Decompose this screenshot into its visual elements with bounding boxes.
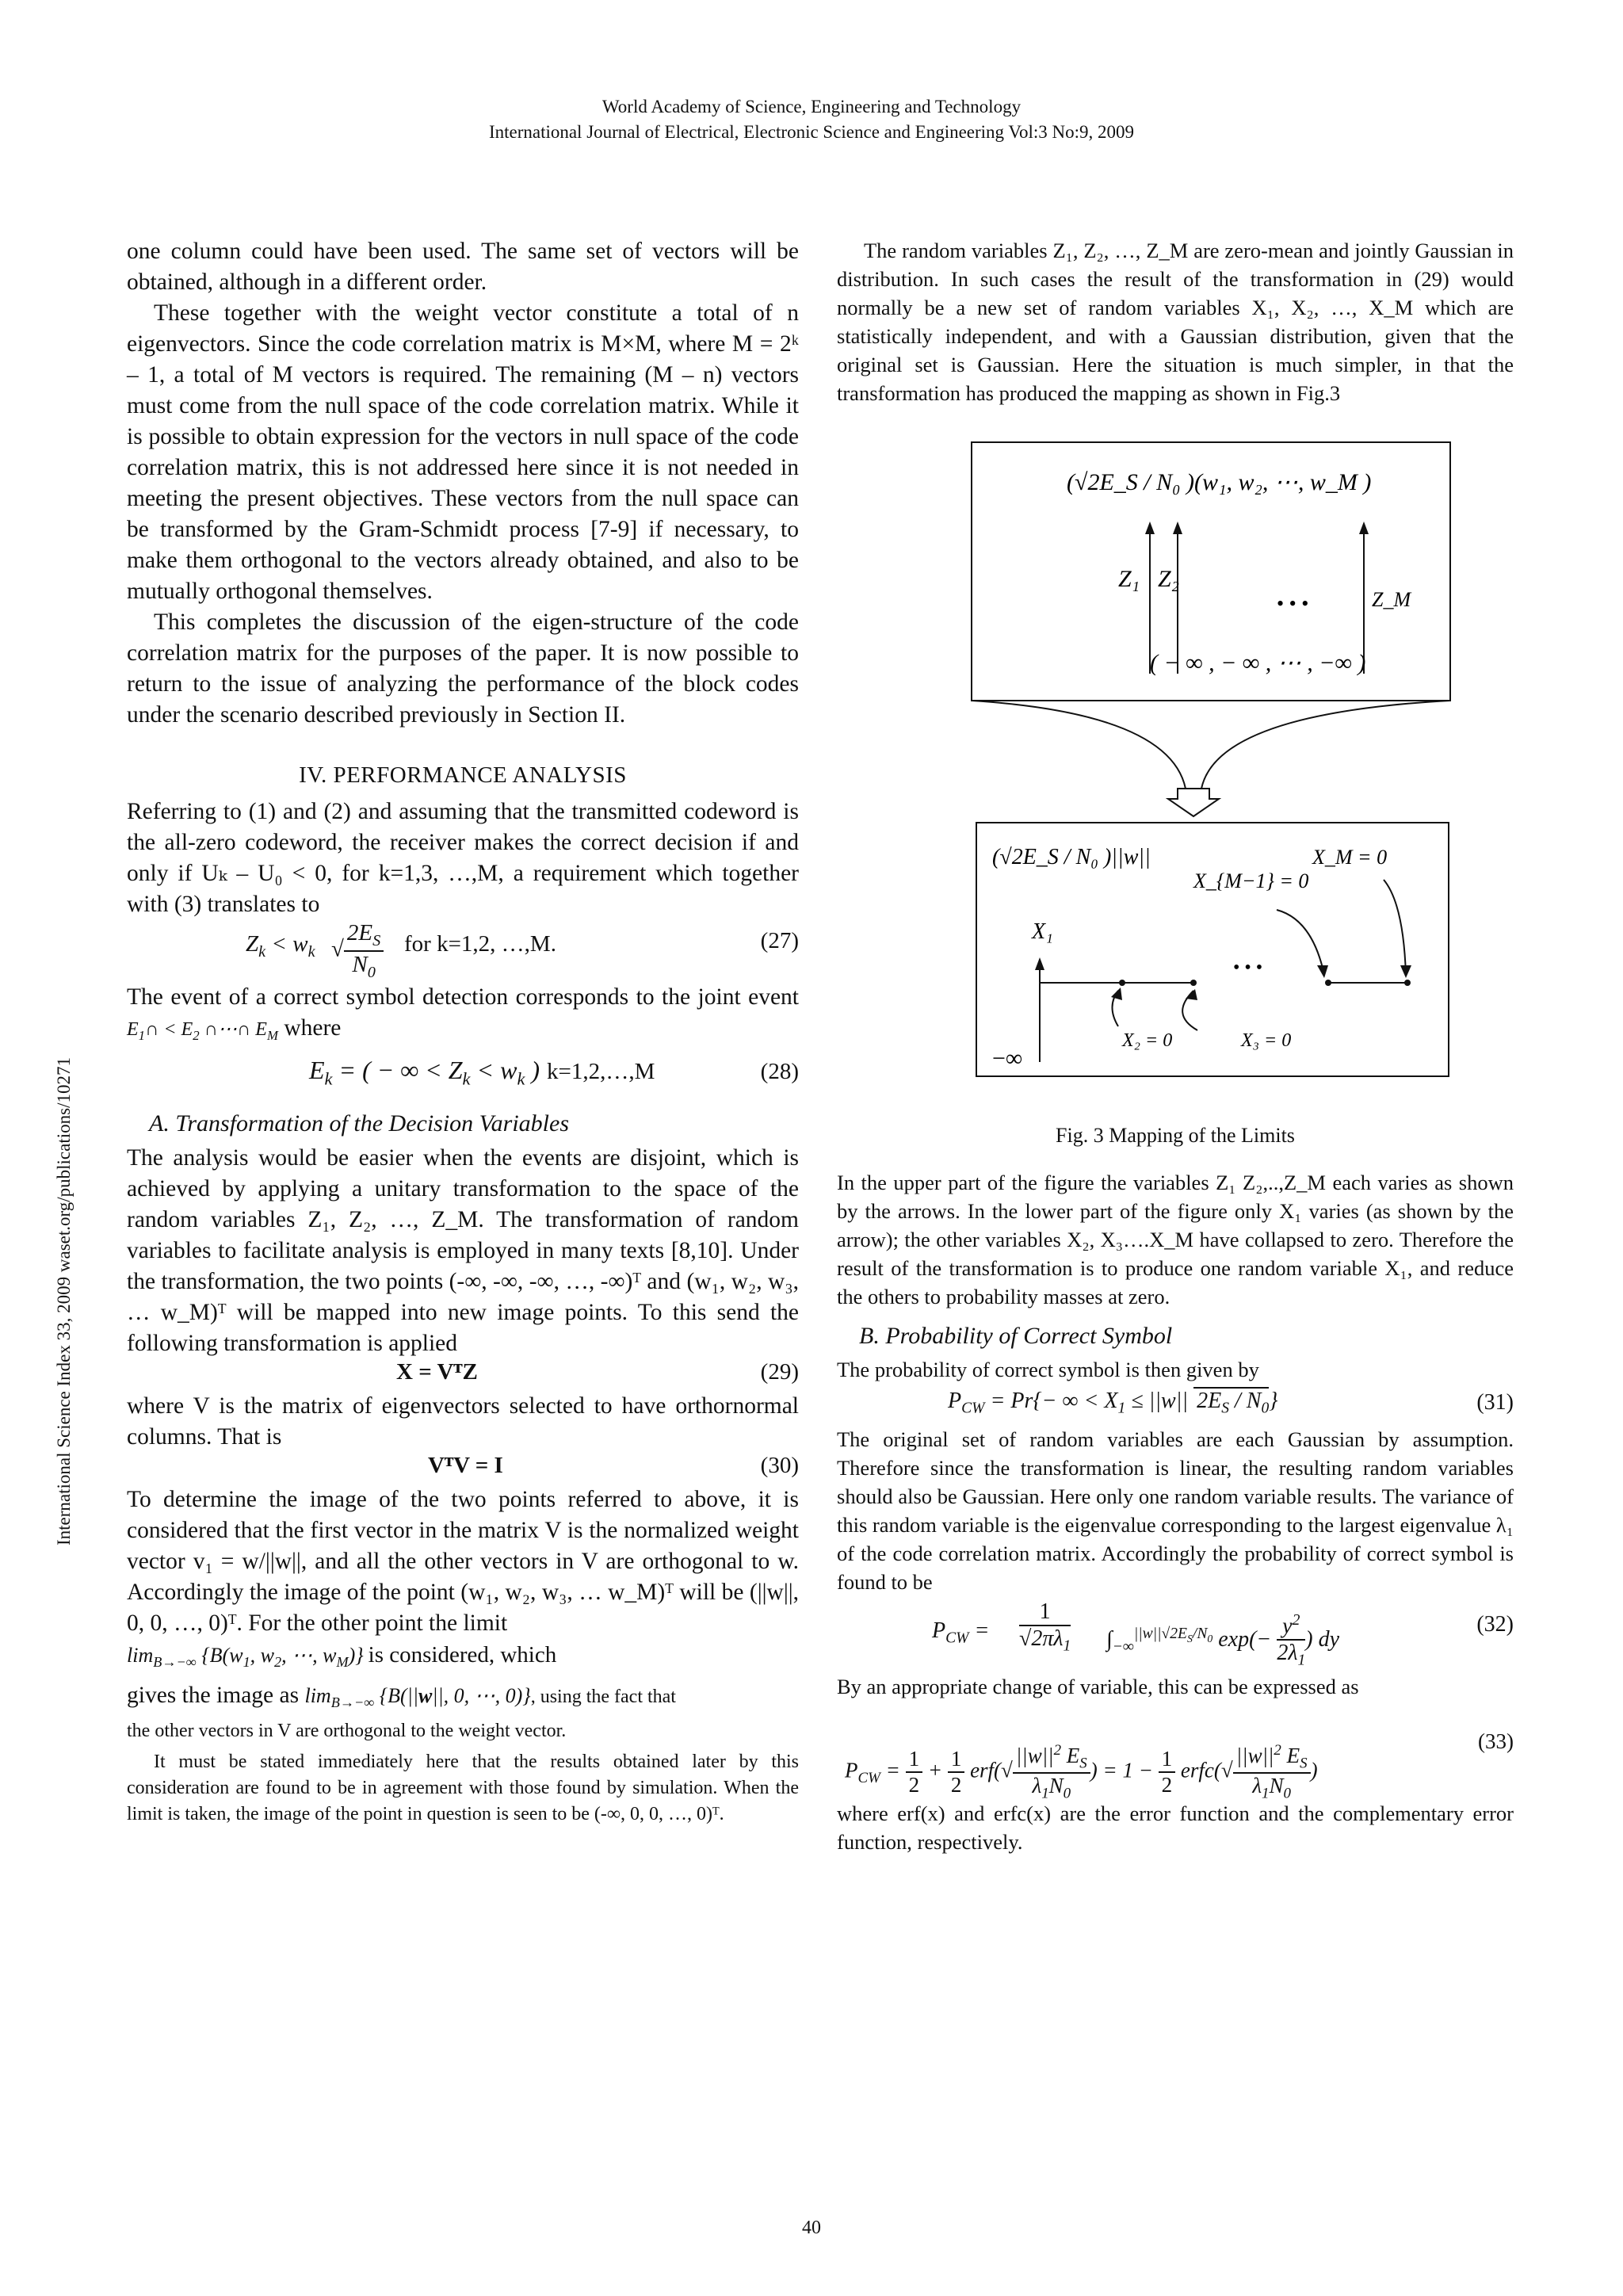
figure-caption: Fig. 3 Mapping of the Limits (1056, 1124, 1295, 1147)
fig-x2: X₂ = 0 (1122, 1030, 1173, 1051)
paragraph: The analysis would be easier when the events are disjoint, which is achieved by applying a unitary transformation to the space of the random variables Z₁, Z₂, …, Z_M. The transformation of random variables to facilitate analysis is employed in many texts [8,10]. Under the transformation, the two points (-∞, -∞, -∞, …, -∞)ᵀ and (w₁, w₂, w₃, … w_M)ᵀ will be mapped into new image points. To this send the following transformation is applied (127, 1144, 799, 1356)
paragraph: one column could have been used. The same set of vectors will be obtained, although in a different order. (127, 239, 799, 295)
paragraph: In the upper part of the figure the variables Z₁ Z₂,..,Z_M each varies as shown by the arrows. In the lower part of the figure only X₁ varies (as shown by the arrow); the other variables X₂, X₃….X_M have collapsed to zero. Therefore the result of the transformation is to produce one random variable X₁, and reduce the others to probability masses at zero. (837, 1171, 1514, 1308)
equation-33: $P_{CW}$ = $\frac{1}{2}$ + $\frac{1}{2}$ erf(√ $\frac{||w||^2 E_S}{\lambda_1N_0}$ ) = 1 − $\frac{1}{2}$ erfc(√ $\frac{||w||^2 E_S}{\lambda_1N_0}$ ) (33) (845, 1729, 1514, 1802)
fig-z2: Z₂ (1158, 566, 1180, 592)
fig-dots: • • • (1277, 592, 1309, 615)
equation-29: X = VᵀZ (29) (396, 1358, 799, 1385)
fig-z1: Z₁ (1118, 566, 1140, 592)
fig-dots-low: • • • (1233, 957, 1263, 978)
figure-mapping (837, 436, 1514, 1117)
paragraph: The original set of random variables are each Gaussian by assumption. Therefore since the transformation is linear, the resulting random variables should also be Gaussian. Here only one random variable results. The variance of this random variable is the eigenvalue corresponding to the largest eigenvalue λ₁ of the code correlation matrix. Accordingly the probability of correct symbol is found to be (837, 1427, 1514, 1594)
equation-27: $Z_k < w_k$ √ $\frac{2E_S}{N_0}$ for k=1,2, …,M. (27) (246, 920, 799, 981)
paragraph: where V is the matrix of eigenvectors selected to have orthornormal columns. That is (127, 1392, 799, 1450)
equation-31: $P_{CW} = Pr\{-$ ∞ < $X_1 \le ||w||$ $2E_S / N_0$} (31) (948, 1389, 1514, 1417)
right-column (837, 236, 1514, 1856)
subsection-title: B. Probability of Correct Symbol (859, 1323, 1173, 1349)
paragraph: The random variables Z₁, Z₂, …, Z_M are zero-mean and jointly Gaussian in distribution. In such cases the result of the transformation in (29) would normally be a new set of random variables X₁, X₂, …, X_M which are statistically independent, and with a Gaussian distribution, given that the original set is Gaussian. Here the situation is much simpler, in that the transformation has produced the mapping as shown in Fig.3 (837, 239, 1514, 405)
paragraph: By an appropriate change of variable, this can be expressed as (837, 1675, 1359, 1698)
equation-30: VᵀV = I (30) (428, 1452, 799, 1478)
paragraph: The probability of correct symbol is then given by (837, 1358, 1259, 1381)
left-column (127, 236, 799, 1828)
paragraph: To determine the image of the two points referred to above, it is considered that the first vector in the matrix V is the normalized weight vector v₁ = w/||w||, and all the other vectors in V are orthogonal to w. Accordingly the image of the point (w₁, w₂, w₃, … w_M)ᵀ will be (||w||, 0, 0, …, 0)ᵀ. For the other point the limit (127, 1486, 799, 1636)
paragraph: These together with the weight vector constitute a total of n eigenvectors. Since the code correlation matrix is M×M, where M = 2ᵏ – 1, a total of M vectors is required. The remaining (M – n) vectors must come from the null space of the code correlation matrix. While it is possible to obtain expression for the vectors in null space of the code correlation matrix, this is not addressed here since it is not needed in meeting the present objectives. These vectors from the null space can be transformed by the Gram-Schmidt process [7-9] if necessary, to make them orthogonal to the vectors already obtained, and also to be mutually orthogonal themselves. (127, 300, 799, 604)
fig-minus-infinity: −∞ (992, 1045, 1023, 1072)
fig-low-expression: (√2E_S / N₀ )||w|| (992, 845, 1151, 869)
paragraph: The event of a correct symbol detection corresponds to the joint event $E_1\cap < E_2$ ∩⋯∩ $E_M$ where (127, 984, 799, 1043)
equation-32: $P_{CW}$ = $\frac{1}{√2\pi\lambda_1}$ $\int_{-\infty}^{||w||√2E_S/N_0}$ exp(− $\frac{y^2}{2\lambda_1}$ ) dy (32) (932, 1599, 1514, 1669)
paragraph: This completes the discussion of the eigen-structure of the code correlation matrix for the purposes of the paper. It is now possible to return to the issue of analyzing the performance of the block codes under the scenario described previously in Section II. (127, 609, 799, 728)
section-title: IV. PERFORMANCE ANALYSIS (299, 762, 627, 788)
fig-x3: X₃ = 0 (1241, 1030, 1292, 1051)
fig-zm: Z_M (1372, 588, 1411, 611)
paragraph: gives the image as $\lim_{B\to-\infty} \{B(||w||$, 0, ⋯, 0)}, using the fact that (127, 1682, 676, 1711)
sidebar-index: International Science Index 33, 2009 waset.org/publications/10271 (54, 1057, 74, 1545)
paragraph: the other vectors in V are orthogonal to the weight vector. (127, 1721, 567, 1742)
page-number: 40 (802, 2218, 821, 2238)
fig-top-expression: (√2E_S / N₀ )(w₁, w₂, ⋯, w_M ) (1067, 469, 1372, 495)
paragraph: $\lim_{B\to-\infty} \{B(w_1$, $w_2$, ⋯, $w_M$)} is considered, which (127, 1641, 557, 1670)
paragraph: It must be stated immediately here that the results obtained later by this consideration are found to be in agreement with those found by simulation. When the limit is taken, the image of the point in question is seen to be (-∞, 0, 0, …, 0)ᵀ. (127, 1752, 799, 1825)
equation-28: $E_k$ = ( − ∞ < $Z_k < w_k$ ) k=1,2,…,M (28) (309, 1055, 799, 1089)
subsection-title: A. Transformation of the Decision Variables (149, 1110, 570, 1137)
fig-xm: X_M = 0 (1312, 846, 1388, 869)
fig-xm1: X_{M−1} = 0 (1193, 869, 1309, 892)
mapping-diagram (837, 436, 1514, 1117)
paragraph: where erf(x) and erfc(x) are the error function and the complementary error function, respectively. (837, 1801, 1514, 1854)
journal-volume: International Journal of Electrical, Electronic Science and Engineering Vol:3 No:9, 2009 (488, 122, 1135, 142)
fig-neg-inf: ( − ∞ , − ∞ , ⋯ , −∞ ) (1150, 650, 1366, 676)
fig-x1: X₁ (1032, 919, 1053, 944)
journal-name: World Academy of Science, Engineering and Technology (601, 97, 1022, 117)
paragraph: Referring to (1) and (2) and assuming that the transmitted codeword is the all-zero codeword, the receiver makes the correct decision if and only if Uₖ – U₀ < 0, for k=1,3, …,M, a requirement which together with (3) translates to (127, 799, 799, 917)
